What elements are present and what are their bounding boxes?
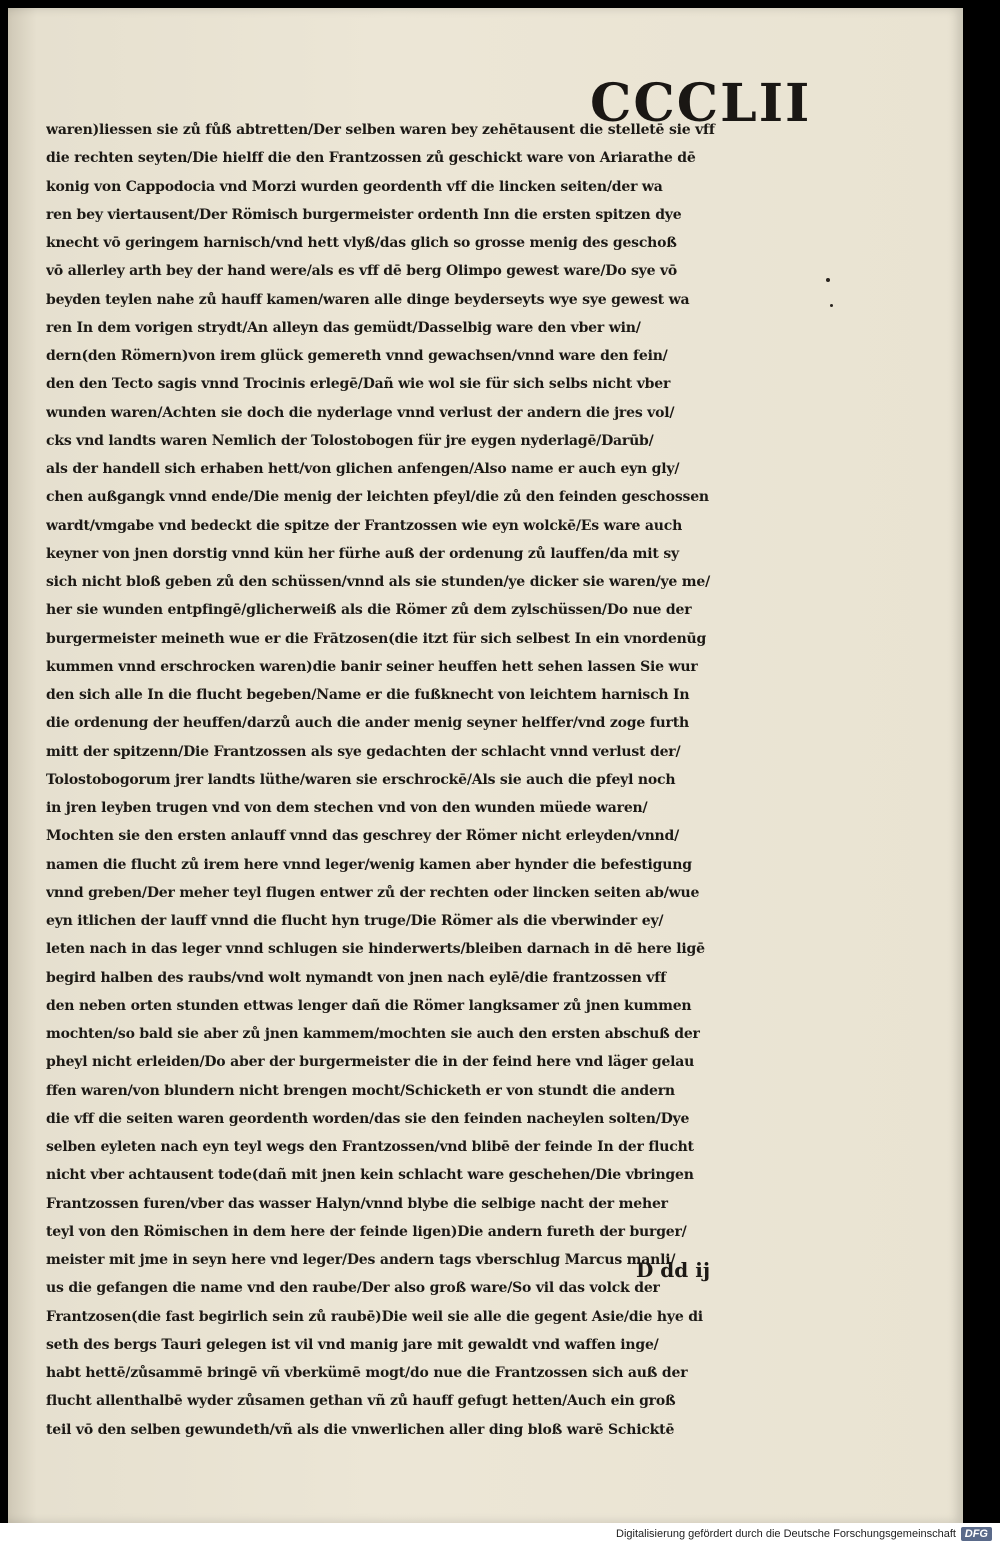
text-line: namen die flucht zů irem here vnnd leger/wenig kamen aber hynder die befestigung — [46, 856, 692, 873]
body-text — [46, 116, 806, 1444]
text-line: selben eyleten nach eyn teyl wegs den Frantzossen/vnd blibē der feinde In der flucht — [46, 1139, 694, 1155]
margin-dot — [830, 304, 833, 307]
text-line: burgermeister meineth wue er die Frātzosen(die itzt für sich selbest In ein vnordenūg — [46, 630, 707, 647]
text-line: den den Tecto sagis vnnd Trocinis erlegē/Dañ wie wol sie für sich selbs nicht vber — [46, 376, 671, 393]
text-line: konig von Cappodocia vnd Morzi wurden geordenth vff die lincken seiten/der wa — [46, 178, 663, 195]
text-line: her sie wunden entpfingē/glicherweiß als die Römer zů dem zylschüssen/Do nue der — [46, 602, 692, 619]
text-line: keyner von jnen dorstig vnnd kün her fürhe auß der ordenung zů lauffen/da mit sy — [46, 545, 679, 562]
text-line: ren bey viertausent/Der Römisch burgermeister ordenth Inn die ersten spitzen dye — [46, 206, 682, 223]
text-line: beyden teylen nahe zů hauff kamen/waren alle dinge beyderseyts wye sye gewest wa — [46, 291, 690, 308]
text-line: kummen vnnd erschrocken waren)die banir seiner heuffen hett sehen lassen Sie wur — [46, 658, 698, 675]
text-line: pheyl nicht erleiden/Do aber der burgermeister die in der feind here vnd läger gelau — [46, 1054, 695, 1071]
text-line: die rechten seyten/Die hielff die den Frantzossen zů geschickt ware von Ariarathe dē — [46, 150, 696, 167]
margin-dot — [826, 278, 830, 282]
text-line: teil vō den selben gewundeth/vñ als die vnwerlichen aller ding bloß warē Schicktē — [46, 1421, 675, 1438]
book-page — [8, 8, 963, 1523]
text-line: leten nach in das leger vnnd schlugen sie hinderwerts/bleiben darnach in dē here ligē — [46, 941, 705, 958]
signature-mark: D dd ij — [636, 1258, 711, 1282]
text-line: mochten/so bald sie aber zů jnen kammem/mochten sie auch den ersten abschuß der — [46, 1026, 700, 1042]
text-line: chen außgangk vnnd ende/Die menig der leichten pfeyl/die zů den feinden geschossen — [46, 489, 709, 506]
text-line: ren In dem vorigen strydt/An alleyn das gemüdt/Dasselbig ware den vber win/ — [46, 319, 641, 336]
text-line: den sich alle In die flucht begeben/Name er die fußknecht von leichtem harnisch In — [46, 687, 690, 703]
text-line: vnnd greben/Der meher teyl flugen entwer zů der rechten oder lincken seiten ab/wue — [46, 884, 700, 901]
text-line: sich nicht bloß geben zů den schüssen/vnnd als sie stunden/ye dicker sie waren/ye me/ — [46, 574, 711, 590]
text-line: vō allerley arth bey der hand were/als es vff dē berg Olimpo gewest ware/Do sye vō — [46, 263, 678, 280]
text-line: Frantzosen(die fast begirlich sein zů raubē)Die weil sie alle die gegent Asie/die hye di — [46, 1308, 703, 1325]
text-line: knecht vō geringem harnisch/vnd hett vlyß/das glich so grosse menig des geschoß — [46, 235, 677, 251]
text-line: eyn itlichen der lauff vnnd die flucht hyn truge/Die Römer als die vberwinder ey/ — [46, 913, 664, 929]
text-line: dern(den Römern)von irem glück gemereth vnnd gewachsen/vnnd ware den fein/ — [46, 348, 668, 364]
text-line: us die gefangen die name vnd den raube/Der also groß ware/So vil das volck der — [46, 1280, 660, 1297]
funding-credit: Digitalisierung gefördert durch die Deutsche Forschungsgemeinschaft — [616, 1528, 956, 1540]
text-line: als der handell sich erhaben hett/von glichen anfengen/Also name er auch eyn gly/ — [46, 461, 680, 477]
text-line: seth des bergs Tauri gelegen ist vil vnd manig jare mit gewaldt vnd waffen inge/ — [46, 1336, 659, 1353]
text-line: Frantzossen furen/vber das wasser Halyn/vnnd blybe die selbige nacht der meher — [46, 1195, 668, 1212]
text-line: nicht vber achtausent tode(dañ mit jnen kein schlacht ware geschehen/Die vbringen — [46, 1167, 694, 1184]
text-line: flucht allenthalbē wyder zůsamen gethan vñ zů hauff gefugt hetten/Auch ein groß — [46, 1393, 676, 1410]
text-line: Mochten sie den ersten anlauff vnnd das geschrey der Römer nicht erleyden/vnnd/ — [46, 828, 680, 845]
text-line: mitt der spitzenn/Die Frantzossen als sye gedachten der schlacht vnnd verlust der/ — [46, 743, 681, 760]
text-line: meister mit jme in seyn here vnd leger/Des andern tags vberschlug Marcus manli/ — [46, 1252, 676, 1268]
text-line: teyl von den Römischen in dem here der feinde ligen)Die andern fureth der burger/ — [46, 1223, 687, 1240]
text-line: cks vnd landts waren Nemlich der Tolostobogen für jre eygen nyderlagē/Darūb/ — [46, 432, 654, 449]
dfg-logo: DFG — [961, 1527, 992, 1541]
text-line: wunden waren/Achten sie doch die nyderlage vnnd verlust der andern die jres vol/ — [46, 404, 675, 421]
text-line: in jren leyben trugen vnd von dem stechen vnd von den wunden müede waren/ — [46, 800, 648, 816]
text-line: die ordenung der heuffen/darzů auch die ander menig seyner helffer/vnd zoge furth — [46, 715, 689, 732]
text-line: ffen waren/von blundern nicht brengen mocht/Schicketh er von stundt die andern — [46, 1082, 675, 1099]
text-line: waren)liessen sie zů fůß abtretten/Der selben waren bey zehētausent die stelletē sie vff — [46, 122, 715, 138]
text-line: habt hettē/zůsammē bringē vñ vberkümē mogt/do nue die Frantzossen sich auß der — [46, 1365, 688, 1381]
folio-number: CCCLII — [590, 73, 812, 134]
text-line: die vff die seiten waren geordenth worden/das sie den feinden nacheylen solten/Dye — [46, 1110, 690, 1127]
text-line: begird halben des raubs/vnd wolt nymandt von jnen nach eylē/die frantzossen vff — [46, 969, 666, 986]
text-line: Tolostobogorum jrer landts lüthe/waren sie erschrockē/Als sie auch die pfeyl noch — [46, 771, 676, 788]
footer-bar — [0, 1523, 1000, 1547]
text-line: wardt/vmgabe vnd bedeckt die spitze der Frantzossen wie eyn wolckē/Es ware auch — [46, 517, 683, 534]
text-line: den neben orten stunden ettwas lenger dañ die Römer langksamer zů jnen kummen — [46, 997, 692, 1014]
